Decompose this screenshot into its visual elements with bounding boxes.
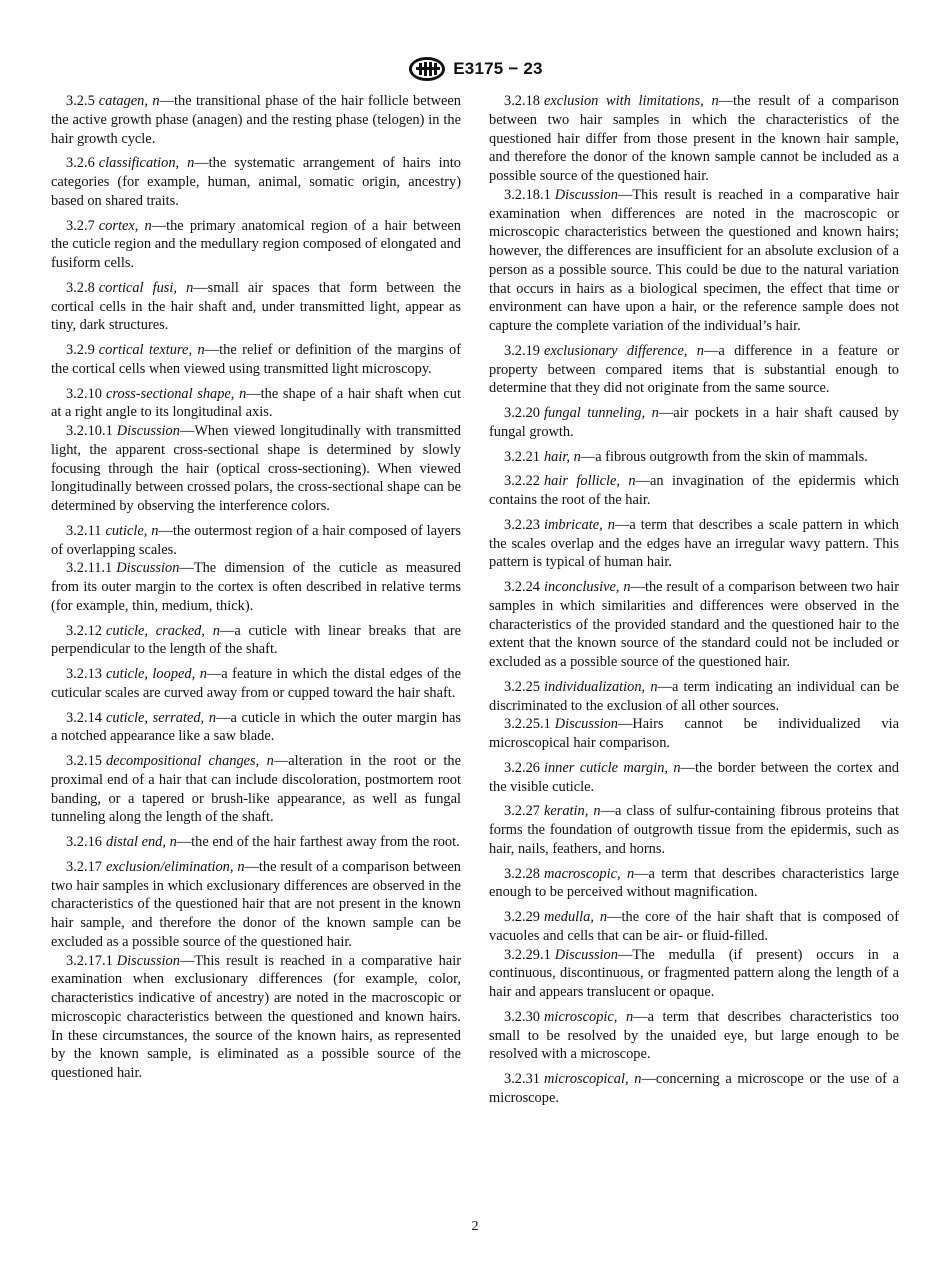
defined-term: Discussion bbox=[116, 560, 180, 577]
definition-text: —a cuticle in which the outer margin has a notched appearance like a saw blade. bbox=[51, 709, 462, 745]
definition-entry bbox=[489, 342, 899, 398]
defined-term: Discussion bbox=[116, 423, 180, 439]
definition-entry bbox=[51, 385, 461, 423]
definition-entry bbox=[489, 759, 899, 797]
part-of-speech: n bbox=[187, 155, 195, 172]
defined-term: hair follicle, bbox=[543, 473, 620, 490]
defined-term: cortex, bbox=[98, 217, 139, 234]
defined-term: exclusionary difference, bbox=[543, 342, 688, 359]
definition-entry bbox=[489, 946, 899, 1002]
section-number: 3.2.26 bbox=[504, 759, 540, 776]
section-number: 3.2.11.1 bbox=[66, 560, 113, 577]
page-number: 2 bbox=[471, 1219, 479, 1234]
defined-term: inner cuticle margin, bbox=[543, 759, 669, 776]
defined-term: hair, bbox=[543, 448, 570, 465]
part-of-speech: n bbox=[599, 909, 608, 925]
section-number: 3.2.13 bbox=[66, 666, 102, 682]
astm-logo-icon bbox=[407, 56, 447, 82]
defined-term: cuticle, looped, bbox=[105, 666, 196, 682]
section-number: 3.2.14 bbox=[66, 709, 102, 726]
defined-term: decompositional changes, bbox=[105, 753, 260, 769]
section-number: 3.2.19 bbox=[504, 342, 540, 359]
definition-entry bbox=[51, 217, 461, 273]
defined-term: medulla, bbox=[543, 909, 594, 925]
defined-term: microscopic, bbox=[543, 1008, 618, 1025]
defined-term: cuticle, serrated, bbox=[105, 709, 205, 726]
section-number: 3.2.29 bbox=[504, 909, 540, 925]
document-designation: E3175 − 23 bbox=[453, 59, 543, 78]
definition-entry bbox=[51, 154, 461, 210]
definition-text: —the outermost region of a hair composed of layers of overlapping scales. bbox=[51, 522, 461, 558]
definition-entry bbox=[489, 472, 899, 510]
definition-text: —a fibrous outgrowth from the skin of mammals. bbox=[580, 448, 868, 465]
defined-term: exclusion/elimination, bbox=[105, 858, 234, 875]
part-of-speech: n bbox=[593, 803, 601, 820]
definition-entry bbox=[489, 1008, 899, 1064]
part-of-speech: n bbox=[651, 405, 659, 421]
part-of-speech: n bbox=[144, 217, 152, 234]
definition-entry bbox=[489, 1070, 899, 1108]
section-number: 3.2.18 bbox=[504, 93, 540, 109]
definition-entry bbox=[51, 422, 461, 516]
part-of-speech: n bbox=[152, 93, 160, 109]
definition-entry bbox=[51, 709, 461, 747]
defined-term: exclusion with limitations, bbox=[543, 93, 704, 109]
defined-term: catagen, bbox=[98, 93, 148, 109]
definition-text: —a cuticle with linear breaks that are perpendicular to the length of the shaft. bbox=[51, 622, 461, 658]
definition-entry bbox=[51, 622, 461, 660]
definition-entry bbox=[51, 341, 461, 379]
part-of-speech: n bbox=[239, 385, 247, 402]
defined-term: fungal tunneling, bbox=[543, 405, 646, 421]
page-header bbox=[0, 56, 950, 82]
definition-text: —the result of a comparison between two hair samples in which similarities and differences were observed in the characteristics of the provided standard and the questioned hair to the extent that the known source of the standard could not be included or excluded as a possible source of the questioned hair. bbox=[489, 579, 899, 670]
definition-entry bbox=[51, 858, 461, 952]
section-number: 3.2.20 bbox=[504, 405, 540, 421]
definition-text: —This result is reached in a comparative hair examination when differences are noted in the macroscopic or microscopic characteristics between the questioned and known hairs; however, the differences are insufficient for an absolute exclusion of a person as a possible source. This could be due to the natural variation that occurs in hairs as a biological specimen, the effect that time or environment can have upon a hair, or the reference sample does not capture the complete variation of the individual’s hair. bbox=[489, 186, 899, 334]
part-of-speech: n bbox=[696, 342, 704, 359]
part-of-speech: n bbox=[169, 834, 177, 850]
definition-text: —the result of a comparison between two hair samples in which exclusionary differences are observed in the characteristics of the questioned hair that are not present in the known hair sample, and therefore the donor of the known sample can be excluded as a possible source of the questioned hair. bbox=[51, 858, 461, 950]
section-number: 3.2.29.1 bbox=[504, 946, 551, 963]
left-column bbox=[51, 92, 461, 1089]
part-of-speech: n bbox=[573, 448, 581, 465]
section-number: 3.2.30 bbox=[504, 1008, 540, 1025]
section-number: 3.2.6 bbox=[66, 155, 95, 172]
defined-term: microscopical, bbox=[543, 1071, 629, 1087]
definition-text: —the primary anatomical region of a hair between the cuticle region and the medullary region composed of elongated and fusiform cells. bbox=[51, 217, 461, 271]
section-number: 3.2.27 bbox=[504, 803, 540, 820]
definition-text: —the border between the cortex and the visible cuticle. bbox=[489, 759, 899, 795]
section-number: 3.2.24 bbox=[504, 579, 540, 595]
definition-text: —Hairs cannot be individualized via microscopical hair comparison. bbox=[489, 716, 899, 751]
definition-text: —a term that describes characteristics large enough to be perceived without magnification. bbox=[489, 865, 899, 901]
definition-entry bbox=[489, 92, 899, 186]
section-number: 3.2.31 bbox=[504, 1071, 540, 1087]
defined-term: Discussion bbox=[554, 946, 618, 963]
definition-text: —a term indicating an individual can be discriminated to the exclusion of all other sources. bbox=[489, 678, 899, 714]
definition-text: —This result is reached in a comparative hair examination when exclusionary differences (for example, color, characteristics indicative of ancestry) are noted in the macroscopic or microscopic characteristics between the questioned and known hairs. In these circumstances, the source of the known hairs, as represented by the known sample, is eliminated as a possible source of the questioned hair. bbox=[51, 952, 461, 1081]
section-number: 3.2.17 bbox=[66, 858, 102, 875]
defined-term: imbricate, bbox=[543, 516, 603, 533]
part-of-speech: n bbox=[673, 759, 681, 776]
part-of-speech: n bbox=[650, 678, 658, 695]
section-number: 3.2.22 bbox=[504, 473, 540, 490]
definition-text: —the core of the hair shaft that is composed of vacuoles and cells that can be air- or fluid-filled. bbox=[489, 909, 899, 944]
part-of-speech: n bbox=[711, 93, 719, 109]
definition-entry bbox=[51, 522, 461, 560]
defined-term: cross-sectional shape, bbox=[105, 385, 235, 402]
section-number: 3.2.11 bbox=[66, 522, 102, 539]
defined-term: Discussion bbox=[554, 186, 618, 203]
part-of-speech: n bbox=[625, 1008, 634, 1025]
definition-text: —a feature in which the distal edges of the cuticular scales are curved away from or cupped toward the hair shaft. bbox=[51, 666, 462, 701]
definition-entry bbox=[51, 665, 461, 703]
section-number: 3.2.10 bbox=[66, 385, 102, 402]
part-of-speech: n bbox=[212, 622, 220, 639]
section-number: 3.2.18.1 bbox=[504, 186, 551, 203]
section-number: 3.2.8 bbox=[66, 279, 95, 296]
definition-text: —a class of sulfur-containing fibrous proteins that forms the foundation of outgrowth tissue from the epidermis, such as hair, nails, feathers, and horns. bbox=[489, 803, 899, 857]
part-of-speech: n bbox=[237, 858, 245, 875]
part-of-speech: n bbox=[199, 666, 207, 682]
section-number: 3.2.5 bbox=[66, 93, 95, 109]
definition-text: —a difference in a feature or property between compared items that is substantial enough to determine that they did not originate from the same source. bbox=[489, 342, 899, 397]
definition-entry bbox=[51, 833, 461, 852]
part-of-speech: n bbox=[607, 516, 615, 533]
definition-text: —a term that describes characteristics too small to be resolved by the unaided eye, but large enough to be resolved with a microscope. bbox=[489, 1008, 899, 1063]
part-of-speech: n bbox=[266, 753, 274, 769]
defined-term: cuticle, cracked, bbox=[105, 622, 205, 639]
section-number: 3.2.7 bbox=[66, 217, 95, 234]
definition-entry bbox=[51, 92, 461, 148]
part-of-speech: n bbox=[186, 279, 194, 296]
section-number: 3.2.25.1 bbox=[504, 716, 551, 733]
definition-entry bbox=[51, 559, 461, 615]
definition-entry bbox=[51, 952, 461, 1083]
definition-text: —concerning a microscope or the use of a microscope. bbox=[489, 1071, 899, 1106]
defined-term: inconclusive, bbox=[543, 579, 620, 595]
part-of-speech: n bbox=[626, 865, 635, 882]
definition-text: —an invagination of the epidermis which contains the root of the hair. bbox=[489, 473, 899, 508]
definition-text: —the result of a comparison between two hair samples in which the characteristics of the questioned hair differ from those present in the known hair sample, and therefore the donor of the known sample cannot be included as a possible source of the questioned hair. bbox=[489, 93, 899, 184]
definition-entry bbox=[489, 186, 899, 336]
part-of-speech: n bbox=[628, 473, 636, 490]
definition-text: —When viewed longitudinally with transmitted light, the apparent cross-sectional shape is determined by slowly focusing through the hair (optical cross-sectioning). When viewed longitudinally between crossed polars, the cross-sectional shape can be determined by observing the interference colors. bbox=[51, 423, 461, 514]
definition-text: —the systematic arrangement of hairs into categories (for example, human, animal, somatic origin, ancestry) based on shared traits. bbox=[51, 155, 461, 209]
right-column bbox=[489, 92, 899, 1114]
definition-entry bbox=[51, 279, 461, 335]
definition-text: —the end of the hair farthest away from the root. bbox=[176, 834, 460, 850]
defined-term: cuticle, bbox=[105, 522, 148, 539]
definition-text: —the transitional phase of the hair follicle between the active growth phase (anagen) and the resting phase (telogen) in the hair growth cycle. bbox=[51, 93, 461, 147]
defined-term: cortical fusi, bbox=[98, 279, 177, 296]
definition-text: —a term that describes a scale pattern in which the scales overlap and the edges have an irregular wavy pattern. This pattern is typical of human hair. bbox=[489, 516, 900, 571]
definition-entry bbox=[489, 865, 899, 903]
definition-entry bbox=[489, 678, 899, 716]
defined-term: cortical texture, bbox=[98, 342, 193, 358]
section-number: 3.2.15 bbox=[66, 753, 102, 769]
definition-entry bbox=[489, 578, 899, 672]
part-of-speech: n bbox=[634, 1071, 642, 1087]
section-number: 3.2.28 bbox=[504, 865, 540, 882]
section-number: 3.2.10.1 bbox=[66, 423, 113, 439]
part-of-speech: n bbox=[208, 709, 217, 726]
definition-entry bbox=[489, 908, 899, 946]
defined-term: individualization, bbox=[543, 678, 646, 695]
defined-term: distal end, bbox=[105, 834, 166, 850]
part-of-speech: n bbox=[197, 342, 205, 358]
defined-term: Discussion bbox=[554, 716, 618, 733]
defined-term: Discussion bbox=[116, 952, 180, 969]
definition-entry bbox=[489, 448, 899, 467]
section-number: 3.2.12 bbox=[66, 622, 102, 639]
defined-term: classification, bbox=[98, 155, 180, 172]
section-number: 3.2.16 bbox=[66, 834, 102, 850]
section-number: 3.2.23 bbox=[504, 516, 540, 533]
definition-text: —small air spaces that form between the cortical cells in the hair shaft and, under transmitted light, appear as tiny, dark structures. bbox=[51, 279, 461, 334]
definition-entry bbox=[489, 802, 899, 858]
definition-text: —the shape of a hair shaft when cut at a right angle to its longitudinal axis. bbox=[51, 385, 461, 421]
part-of-speech: n bbox=[151, 522, 159, 539]
definition-text: —air pockets in a hair shaft caused by fungal growth. bbox=[489, 405, 899, 440]
definition-entry bbox=[51, 752, 461, 827]
definition-entry bbox=[489, 516, 899, 572]
defined-term: macroscopic, bbox=[543, 865, 621, 882]
definition-entry bbox=[489, 404, 899, 442]
definition-text: —The medulla (if present) occurs in a continuous, discontinuous, or fragmented pattern along the length of a hair and appears translucent or opaque. bbox=[489, 946, 899, 1000]
section-number: 3.2.25 bbox=[504, 678, 540, 695]
definition-entry bbox=[489, 715, 899, 753]
part-of-speech: n bbox=[623, 579, 631, 595]
definition-text: —The dimension of the cuticle as measured from its outer margin to the cortex is often described in relative terms (for example, thin, medium, thick). bbox=[51, 560, 461, 614]
section-number: 3.2.21 bbox=[504, 448, 540, 465]
definition-text: —the relief or definition of the margins of the cortical cells when viewed using transmitted light microscopy. bbox=[51, 342, 462, 377]
section-number: 3.2.9 bbox=[66, 342, 95, 358]
definition-text: —alteration in the root or the proximal end of a hair that can include discoloration, postmortem root banding, or a tapered or brush-like appearance, as well as fungal tunneling along the length of the shaft. bbox=[51, 753, 461, 826]
defined-term: keratin, bbox=[543, 803, 589, 820]
section-number: 3.2.17.1 bbox=[66, 952, 113, 969]
